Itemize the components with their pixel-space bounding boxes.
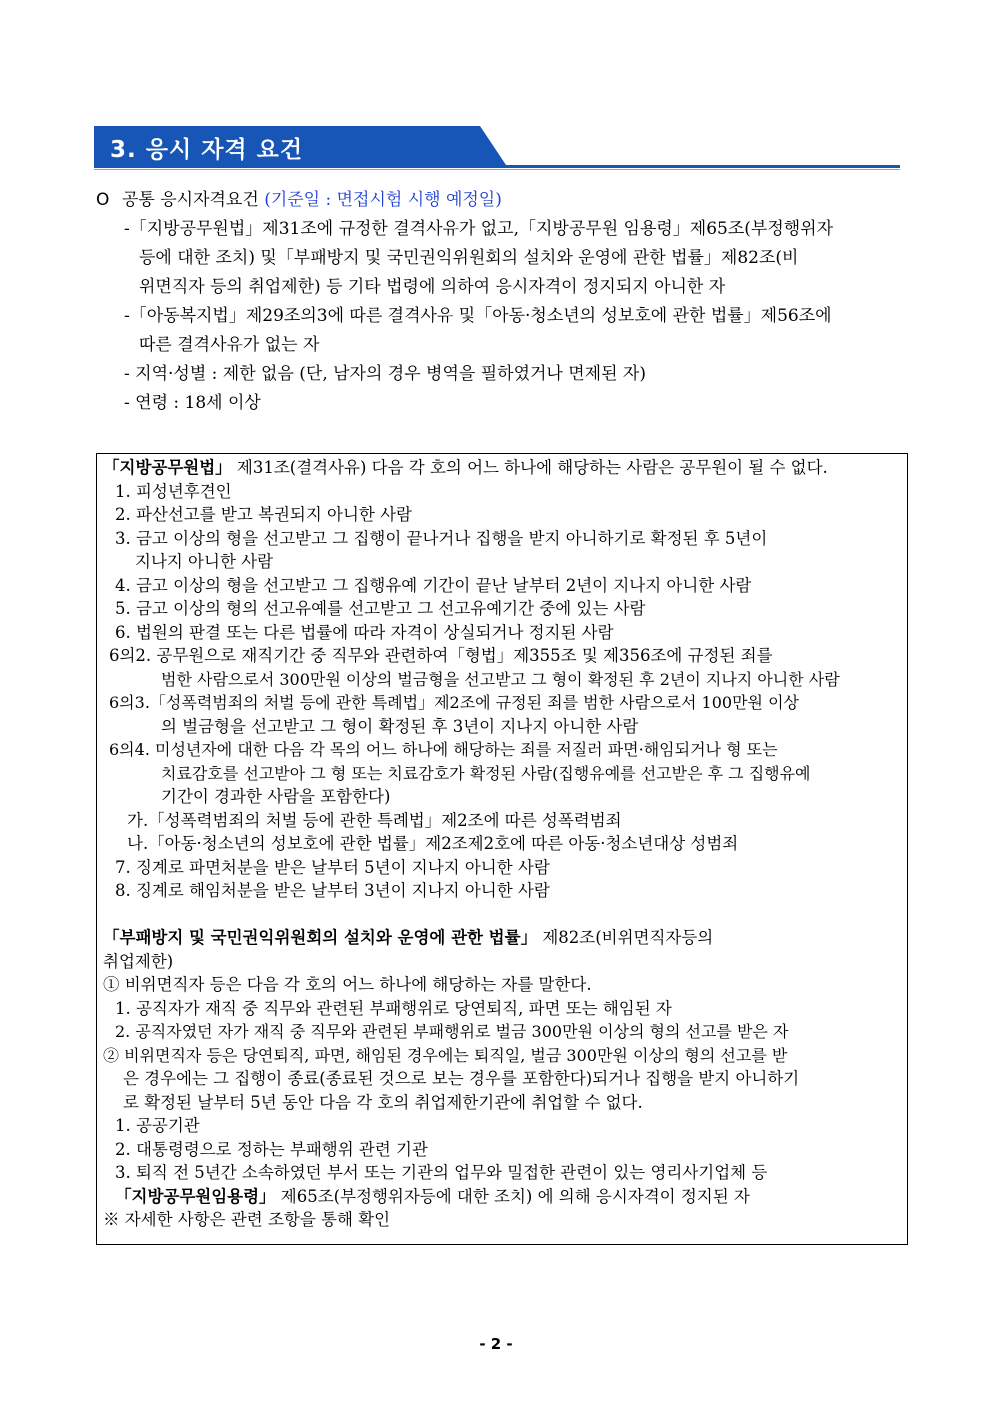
law1-heading: [103, 456, 901, 480]
law-clause: 2. 파산선고를 받고 복권되지 아니한 사람: [115, 505, 412, 524]
circle-bullet: O: [96, 190, 110, 210]
law-heading-text: 제31조(결격사유) 다음 각 호의 어느 하나에 해당하는 사람은 공무원이 될 수 없다.: [231, 458, 828, 477]
common-heading-text: 공통 응시자격요건: [122, 190, 259, 210]
law-clause-cont: 치료감호를 선고받아 그 형 또는 치료감호가 확정된 사람(집행유예를 선고받은 후 그 집행유예: [161, 763, 811, 783]
law-clause-cont: 범한 사람으로서 300만원 이상의 벌금형을 선고받고 그 형이 확정된 후 2년이 지나지 아니한 사람: [161, 669, 840, 689]
reference-note: ※ 자세한 사항은 관련 조항을 통해 확인: [103, 1210, 391, 1229]
reference-date-note: (기준일 : 면접시험 시행 예정일): [264, 190, 502, 210]
law-clause: 2. 대통령령으로 정하는 부패행위 관련 기관: [115, 1139, 428, 1159]
law-clause: 6의2. 공무원으로 재직기간 중 직무와 관련하여「형법」제355조 및 제356조에 규정된 죄를: [109, 646, 773, 665]
law-clause: 3. 금고 이상의 형을 선고받고 그 집행이 끝나거나 집행을 받지 아니하기로 확정된 후 5년이: [115, 528, 768, 548]
law-paragraph-cont: 로 확정된 날부터 5년 동안 다음 각 호의 취업제한기관에 취업할 수 없다.: [123, 1092, 643, 1112]
spacer: [103, 903, 901, 927]
law-paragraph: ② 비위면직자 등은 당연퇴직, 파면, 해임된 경우에는 퇴직일, 벌금 300만원 이상의 형의 선고를 받: [103, 1045, 788, 1065]
law-clause: 2. 공직자였던 자가 재직 중 직무와 관련된 부패행위로 벌금 300만원 이상의 형의 선고를 받은 자: [115, 1022, 789, 1041]
law-clause-cont: 기간이 경과한 사람을 포함한다): [161, 787, 391, 806]
law-heading-text: 취업제한): [103, 951, 174, 971]
requirement-line: 등에 대한 조치) 및「부패방지 및 국민권익위원회의 설치와 운영에 관한 법률」제82조(비: [139, 248, 799, 268]
law3-line: [103, 1185, 901, 1209]
law-clause: 6의3.「성폭력범죄의 처벌 등에 관한 특례법」제2조에 규정된 죄를 범한 사람으로서 100만원 이상: [109, 693, 799, 712]
law2-heading: [103, 926, 901, 950]
page-number: - 2 -: [479, 1335, 513, 1353]
requirement-item: [96, 215, 906, 302]
section-rule-thin: [94, 169, 900, 170]
section-title: 3. 응시 자격 요건: [110, 137, 304, 163]
law-clause: 5. 금고 이상의 형의 선고유예를 선고받고 그 선고유예기간 중에 있는 사람: [115, 599, 646, 618]
requirement-item: [96, 389, 906, 418]
law-clause: 8. 징계로 해임처분을 받은 날부터 3년이 지나지 아니한 사람: [115, 881, 550, 900]
law-clause: 6의4. 미성년자에 대한 다음 각 목의 어느 하나에 해당하는 죄를 저질러 파면·해임되거나 형 또는: [109, 740, 778, 759]
requirement-item: [96, 360, 906, 389]
law-clause: 6. 법원의 판결 또는 다른 법률에 따라 자격이 상실되거나 정지된 사람: [115, 622, 614, 642]
law-excerpt-box: [96, 453, 908, 1245]
requirement-line: - 지역·성별 : 제한 없음 (단, 남자의 경우 병역을 필하였거나 면제된 자): [124, 364, 646, 384]
requirement-line: - 연령 : 18세 이상: [124, 393, 261, 413]
common-heading: [96, 186, 906, 215]
law-clause-cont: 지나지 아니한 사람: [135, 552, 274, 571]
section-rule: [94, 165, 900, 168]
requirement-item: [96, 302, 906, 360]
requirement-line: 위면직자 등의 취업제한) 등 기타 법령에 의하여 응시자격이 정지되지 아니한 자: [139, 277, 726, 297]
law-clause: 1. 공직자가 재직 중 직무와 관련된 부패행위로 당연퇴직, 파면 또는 해임된 자: [115, 998, 672, 1018]
law-paragraph: ① 비위면직자 등은 다음 각 호의 어느 하나에 해당하는 자를 말한다.: [103, 975, 592, 994]
law-subclause: 나.「아동·청소년의 성보호에 관한 법률」제2조제2호에 따른 아동·청소년대상 성범죄: [127, 834, 739, 853]
law-clause-cont: 의 벌금형을 선고받고 그 형이 확정된 후 3년이 지나지 아니한 사람: [161, 716, 639, 736]
law-clause: 4. 금고 이상의 형을 선고받고 그 집행유예 기간이 끝난 날부터 2년이 지나지 아니한 사람: [115, 575, 752, 595]
law-clause: 7. 징계로 파면처분을 받은 날부터 5년이 지나지 아니한 사람: [115, 857, 550, 877]
law-title: 「부패방지 및 국민권익위원회의 설치와 운영에 관한 법률」: [103, 928, 538, 947]
section-header: [94, 126, 900, 170]
law-clause: 1. 공공기관: [115, 1116, 200, 1135]
requirement-line: -「아동복지법」제29조의3에 따른 결격사유 및「아동·청소년의 성보호에 관한 법률」제56조에: [124, 306, 832, 326]
law-heading-text: 제82조(비위면직자등의: [537, 928, 714, 947]
law-subclause: 가.「성폭력범죄의 처벌 등에 관한 특례법」제2조에 따른 성폭력범죄: [127, 810, 622, 830]
requirement-line: -「지방공무원법」제31조에 규정한 결격사유가 없고,「지방공무원 임용령」제65조(부정행위자: [124, 219, 834, 239]
law-clause: 3. 퇴직 전 5년간 소속하였던 부서 또는 기관의 업무와 밀접한 관련이 있는 영리사기업체 등: [115, 1163, 768, 1182]
requirement-line: 따른 결격사유가 없는 자: [139, 335, 320, 355]
law-paragraph-cont: 은 경우에는 그 집행이 종료(종료된 것으로 보는 경우를 포함한다)되거나 집행을 받지 아니하기: [123, 1069, 800, 1088]
law-clause: 1. 피성년후견인: [115, 481, 232, 501]
common-requirements: [96, 186, 906, 418]
law-title: 「지방공무원임용령」: [115, 1186, 276, 1206]
law-title: 「지방공무원법」: [103, 458, 232, 477]
law-heading-text: 제65조(부정행위자등에 대한 조치) 에 의해 응시자격이 정지된 자: [275, 1186, 750, 1206]
